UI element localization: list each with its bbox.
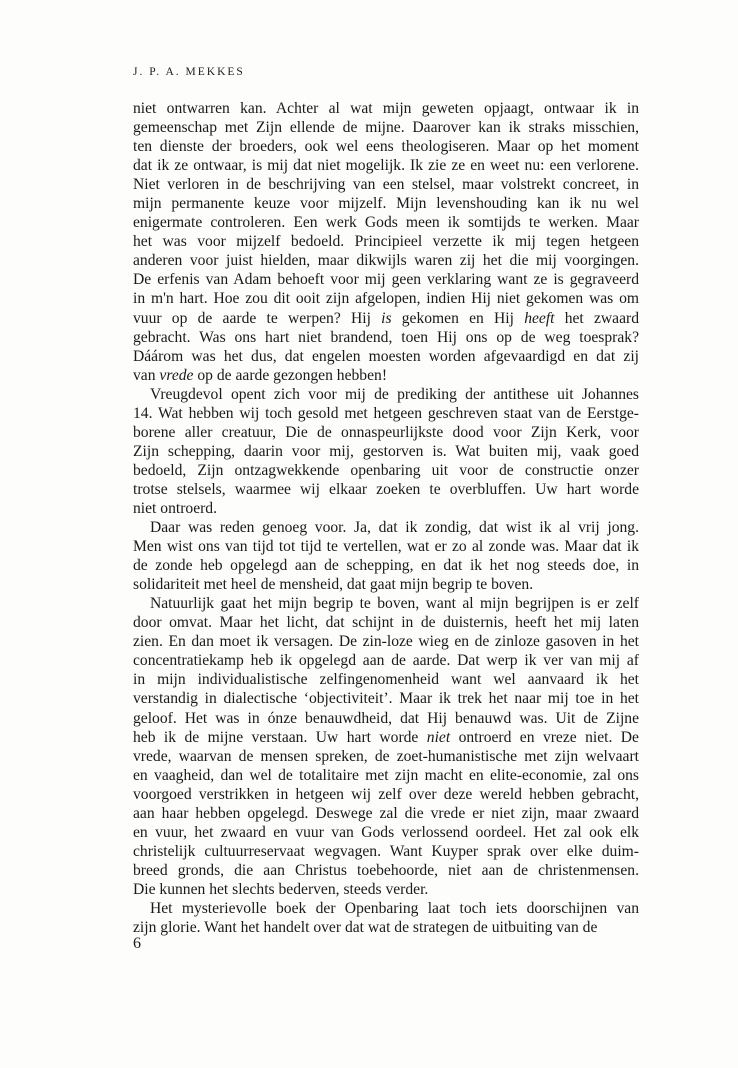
paragraph (133, 385, 639, 518)
text-line: Men wist ons van tijd tot tijd te vertellen, wat er zo al zonde was. Maar dat ik (133, 538, 639, 556)
text-line: en vaagheid, dan wel de totalitaire met zijn macht en elite-economie, zal ons (133, 766, 639, 784)
text-line: Niet verloren in de beschrijving van een stelsel, maar volstrekt concreet, in (133, 176, 639, 194)
text-line: heb ik de mijne verstaan. Uw hart worde niet ontroerd en vreze niet. De (133, 728, 639, 746)
text-line: Het mysterievolle boek der Openbaring laat toch iets doorschijnen van (150, 899, 639, 917)
text-line: Dáárom was het dus, dat engelen moesten worden afgevaardigd en dat zij (133, 347, 639, 365)
text-line: bedoeld, Zijn ontzagwekkende openbaring uit voor de constructie onzer (133, 461, 639, 479)
text-line: verstandig in dialectische ‘objectiviteit’. Maar ik trek het naar mij toe in het (133, 690, 639, 708)
paragraph (133, 899, 639, 937)
text-line: vuur op de aarde te werpen? Hij is gekomen en Hij heeft het zwaard (133, 309, 639, 327)
emphasis: heeft (524, 309, 555, 327)
text-line: aan haar hebben opgelegd. Deswege zal die vrede er niet zijn, maar zwaard (133, 804, 639, 822)
text-line: De erfenis van Adam behoeft voor mij geen verklaring want ze is gegraveerd (133, 271, 639, 289)
text-line: gebracht. Was ons hart niet brandend, toen Hij ons op de weg toesprak? (133, 328, 639, 346)
text-line: Zijn schepping, daarin voor mij, gestorven is. Wat buiten mij, vaak goed (133, 442, 639, 460)
text-line: 14. Wat hebben wij toch gesold met hetgeen geschreven staat van de Eerstge- (133, 404, 639, 422)
text-line: geloof. Het was in ónze benauwdheid, dat Hij benauwd was. Uit de Zijne (133, 709, 639, 727)
text-line: niet ontroerd. (133, 499, 218, 517)
text-line: Natuurlijk gaat het mijn begrip te boven, want al mijn begrijpen is er zelf (150, 595, 639, 613)
text-line: Vreugdevol opent zich voor mij de prediking der antithese uit Johannes (150, 385, 639, 403)
page-number: 6 (133, 935, 141, 952)
emphasis: is (381, 309, 392, 327)
text-line: enigermate controleren. Een werk Gods meen ik somtijds te werken. Maar (133, 214, 639, 232)
emphasis: niet (426, 728, 451, 746)
emphasis: vrede (159, 366, 194, 384)
text-line: in m'n hart. Hoe zou dit ooit zijn afgelopen, indien Hij niet gekomen was om (133, 290, 639, 308)
text-line: borene aller creatuur, Die de onnaspeurlijkste dood voor Zijn Kerk, voor (133, 423, 639, 441)
text-line: Die kunnen het slechts bederven, steeds verder. (133, 880, 429, 898)
text-line: ten dienste der broeders, ook wel eens theologiseren. Maar op het moment (133, 138, 639, 156)
text-line: gemeenschap met Zijn ellende de mijne. Daarover kan ik straks misschien, (133, 119, 639, 137)
body-text (133, 99, 639, 937)
text-line: en vuur, het zwaard en vuur van Gods verlossend oordeel. Het zal ook elk (133, 823, 639, 841)
text-line: vrede, waarvan de mensen spreken, de zoet-humanistische met zijn welvaart (133, 747, 639, 765)
paragraph (133, 594, 639, 899)
text-line: zijn glorie. Want het handelt over dat wat de strategen de uitbuiting van de (133, 919, 598, 937)
text-line: niet ontwarren kan. Achter al wat mijn geweten opjaagt, ontwaar ik in (133, 100, 639, 117)
text-line: zien. En dan moet ik versagen. De zin-loze wieg en de zinloze gasoven in het (133, 633, 639, 651)
text-line: voorgoed verstrikken in hetgeen wij zelf over deze wereld hebben gebracht, (133, 785, 639, 803)
running-head-author: J. P. A. MEKKES (133, 66, 245, 78)
text-line: trotse stelsels, waarmee wij elkaar zoeken te overbluffen. Uw hart worde (133, 480, 639, 498)
text-line: de zonde heb opgelegd aan de schepping, en dat ik het nog steeds doe, in (133, 557, 639, 575)
paragraph (133, 99, 639, 385)
text-line: christelijk cultuurreservaat wegvagen. Want Kuyper sprak over elke duim- (133, 842, 639, 860)
text-line: door omvat. Maar het licht, dat schijnt in de duisternis, heeft het mij laten (133, 614, 639, 632)
text-line: mijn permanente keuze voor mijzelf. Mijn levenshouding kan ik nu wel (133, 195, 639, 213)
text-line: van vrede op de aarde gezongen hebben! (133, 366, 388, 384)
text-line: in mijn individualistische zelfingenomenheid want wel aanvaard ik het (133, 671, 639, 689)
text-line: het was voor mijzelf bedoeld. Principieel verzette ik mij tegen hetgeen (133, 233, 639, 251)
text-line: concentratiekamp heb ik opgelegd aan de aarde. Dat werp ik ver van mij af (133, 652, 639, 670)
paragraph (133, 518, 639, 594)
text-line: anderen voor juist hielden, maar dikwijls waren zij het die mij voorgingen. (133, 252, 639, 270)
text-line: Daar was reden genoeg voor. Ja, dat ik zondig, dat wist ik al vrij jong. (150, 519, 639, 537)
text-line: dat ik ze ontwaar, is mij dat niet mogelijk. Ik zie ze en weet nu: een verlorene. (133, 157, 639, 175)
text-line: breed gronds, die aan Christus toebehoorde, niet aan de christenmensen. (133, 861, 639, 879)
text-line: solidariteit met heel de mensheid, dat gaat mijn begrip te boven. (133, 576, 534, 594)
